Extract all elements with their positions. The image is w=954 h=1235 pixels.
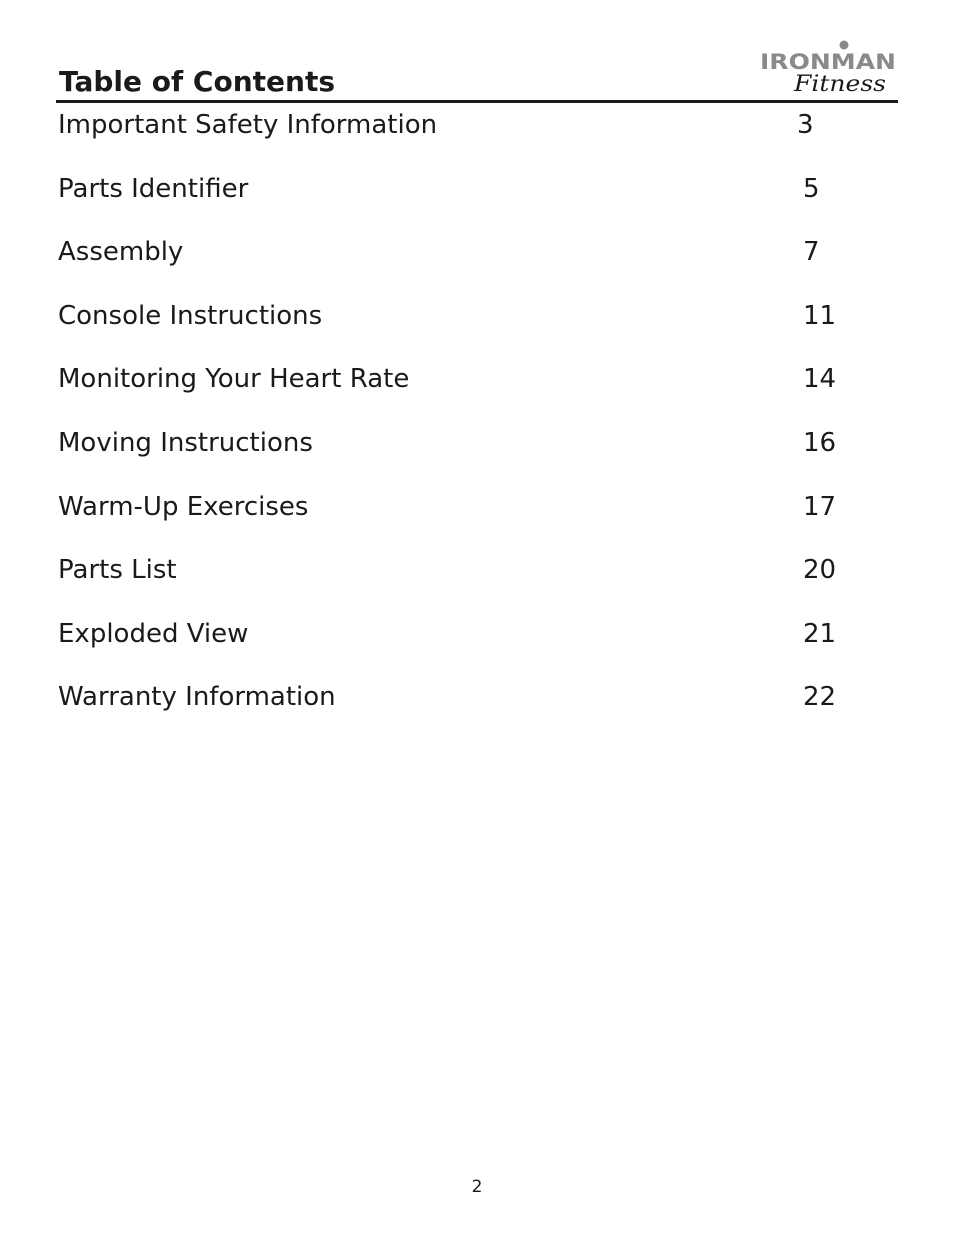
toc-entry-page: 20 [803, 555, 837, 586]
toc-entry-page: 5 [803, 173, 820, 204]
logo-brand-text: IRONMAN [760, 50, 896, 74]
toc-entry-label: Warranty Information [58, 682, 336, 713]
toc-entry-label: Important Safety Information [58, 110, 438, 140]
toc-entry-moving[interactable] [58, 426, 898, 490]
toc-entry-page: 14 [803, 364, 837, 395]
toc-entry-parts-identifier[interactable] [58, 172, 898, 236]
toc-entry-page: 22 [803, 682, 837, 713]
toc-entry-safety[interactable] [58, 108, 898, 172]
toc-entry-parts-list[interactable] [58, 553, 898, 617]
toc-entry-page: 17 [803, 491, 837, 522]
toc-entry-label: Parts List [58, 555, 177, 586]
toc-entry-label: Parts Identifier [58, 173, 249, 204]
toc-entry-label: Warm-Up Exercises [58, 491, 309, 522]
toc-entry-label: Assembly [58, 237, 184, 268]
logo-script-text: Fitness [792, 72, 886, 96]
toc-entry-page: 3 [797, 110, 814, 140]
toc-entry-console[interactable] [58, 299, 898, 363]
toc-header [56, 36, 898, 103]
toc-entry-label: Moving Instructions [58, 427, 313, 458]
ironman-fitness-logo [758, 36, 898, 96]
toc-entry-label: Console Instructions [58, 300, 323, 331]
toc-entry-page: 21 [803, 618, 837, 649]
toc-entry-label: Monitoring Your Heart Rate [58, 364, 410, 395]
toc-entry-page: 16 [803, 427, 837, 458]
page-title: Table of Contents [59, 65, 336, 98]
toc-entry-heart-rate[interactable] [58, 362, 898, 426]
page-number: 2 [471, 1177, 483, 1197]
toc-entry-warm-up[interactable] [58, 490, 898, 554]
toc-entry-label: Exploded View [58, 618, 249, 649]
toc-list [58, 108, 898, 744]
logo-dot [840, 41, 849, 50]
toc-entry-assembly[interactable] [58, 235, 898, 299]
toc-entry-page: 7 [803, 237, 820, 268]
toc-entry-page: 11 [803, 300, 837, 331]
toc-entry-exploded-view[interactable] [58, 617, 898, 681]
toc-entry-warranty[interactable] [58, 680, 898, 744]
